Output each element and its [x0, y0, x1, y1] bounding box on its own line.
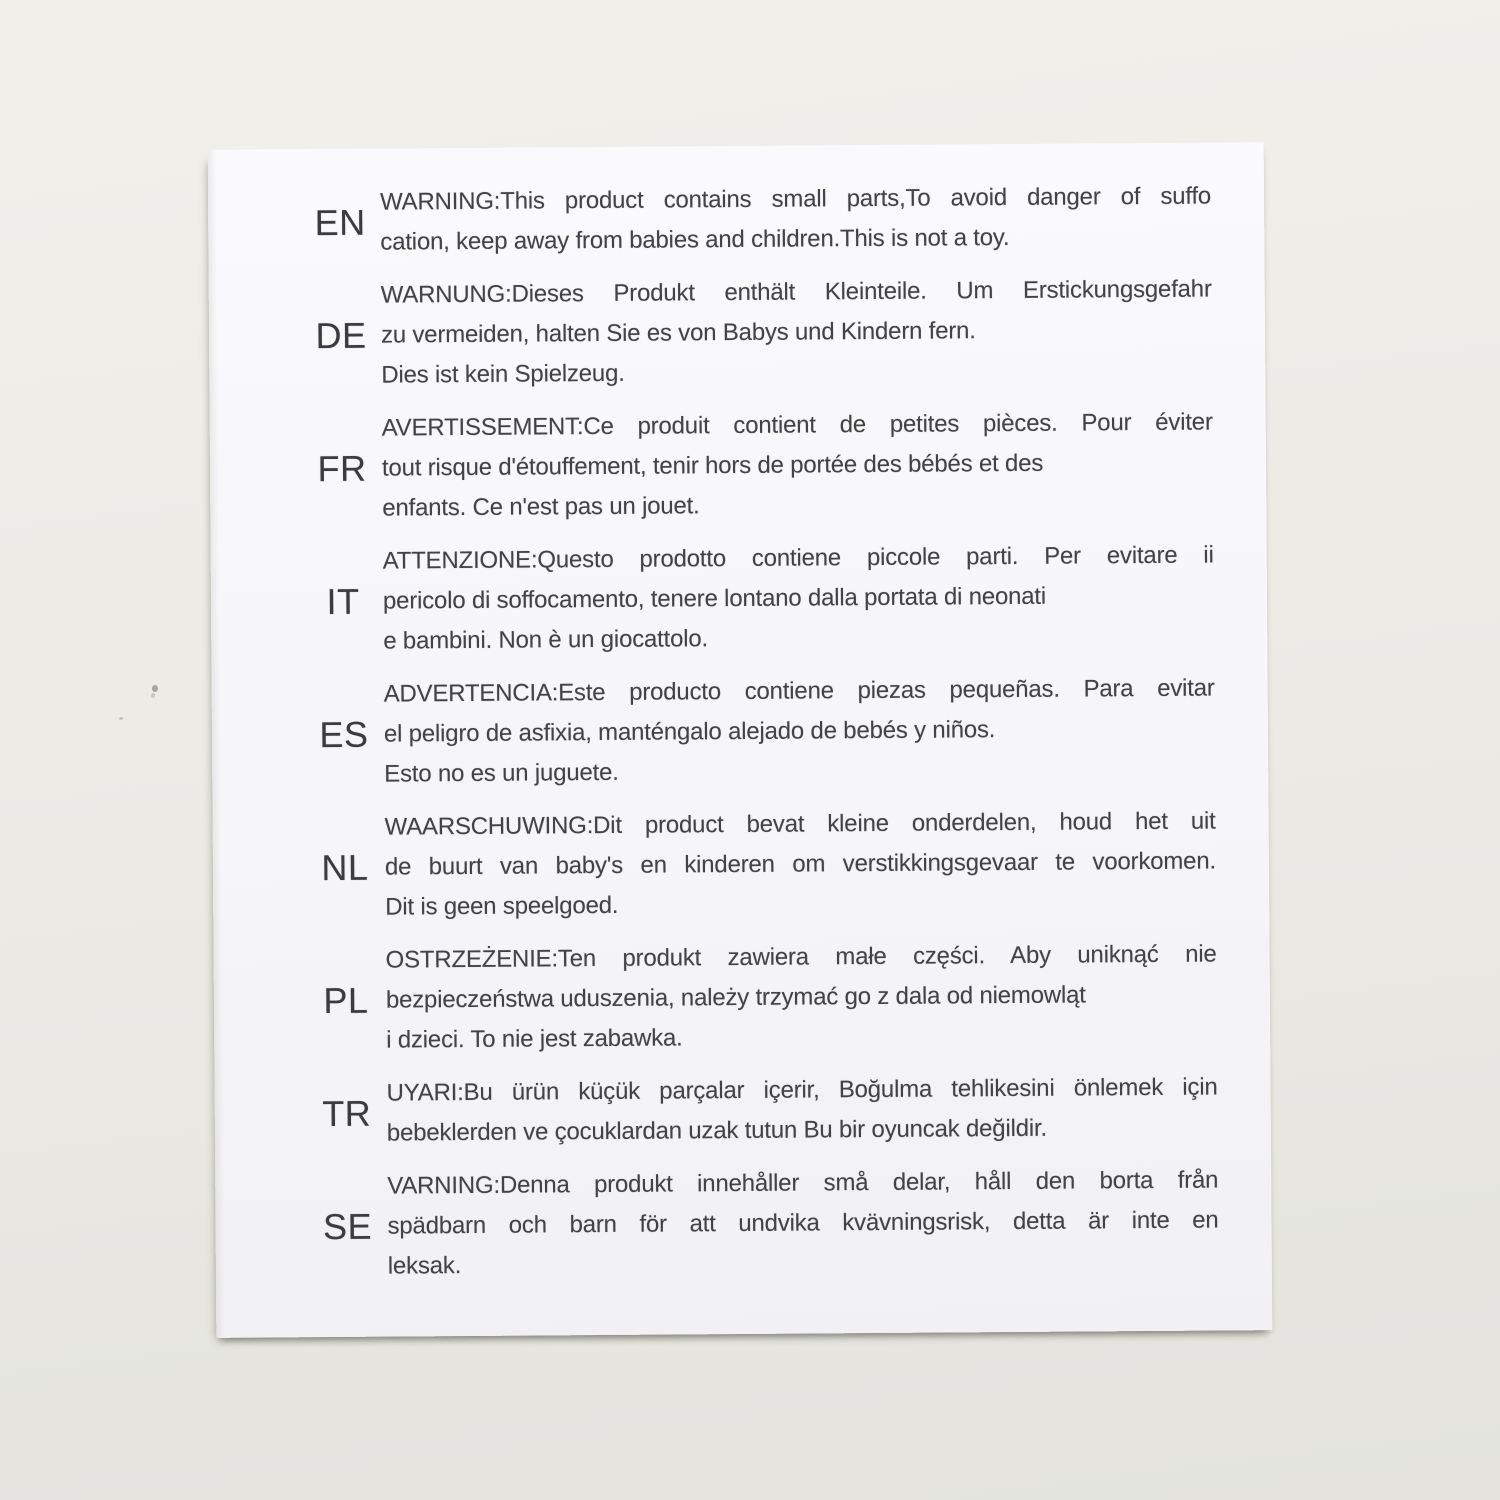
language-code-en: EN [314, 201, 366, 244]
warning-line: Dit is geen speelgoed. [385, 891, 619, 921]
warning-line: el peligro de asfixia, manténgalo alejado de bebés y niños. [383, 716, 996, 748]
warning-section-tr [306, 1068, 1218, 1155]
warning-section-se [307, 1161, 1219, 1288]
warning-line: AVERTISSEMENT:Ce produit contient de petites pièces. Pour éviter [381, 408, 1213, 442]
warning-text-it [383, 536, 1215, 662]
warning-section-de [301, 270, 1213, 397]
language-code-it: IT [326, 580, 360, 623]
warning-section-nl [304, 802, 1216, 929]
dust-speck [119, 717, 123, 720]
warning-line: Dies ist kein Spielzeug. [381, 359, 625, 389]
language-code-pl: PL [323, 979, 369, 1022]
warning-line: tout risque d'étouffement, tenir hors de portée des bébés et des [381, 449, 1044, 482]
warning-text-fr [382, 403, 1214, 529]
language-code-de: DE [315, 314, 367, 357]
warning-label-paper [208, 142, 1273, 1338]
warning-text-en [380, 177, 1212, 263]
warning-line: UYARI:Bu ürün küçük parçalar içerir, Boğulma tehlikesini önlemek için [386, 1073, 1218, 1107]
language-code-se: SE [322, 1205, 373, 1248]
warning-section-it [303, 536, 1215, 663]
warning-section-pl [305, 935, 1217, 1062]
warning-line: i dzieci. To nie jest zabawka. [386, 1024, 683, 1054]
warning-line: Esto no es un juguete. [384, 758, 619, 788]
warning-section-fr [302, 403, 1214, 530]
warning-line: spädbarn och barn för att undvika kvävningsrisk, detta är inte en [387, 1206, 1219, 1240]
warning-line: e bambini. Non è un giocattolo. [383, 625, 709, 655]
warning-line: WAARSCHUWING:Dit product bevat kleine onderdelen, houd het uit [384, 807, 1216, 841]
warning-section-es [304, 669, 1216, 796]
warning-text-de [381, 270, 1213, 396]
warning-line: bezpieczeństwa uduszenia, należy trzymać go z dala od niemowląt [385, 981, 1086, 1014]
warning-line: de buurt van baby's en kinderen om verstikkingsgevaar te voorkomen. [384, 847, 1216, 881]
warning-line: enfants. Ce n'est pas un jouet. [382, 492, 700, 522]
warning-text-pl [385, 935, 1217, 1061]
warning-line: bebeklerden ve çocuklardan uzak tutun Bu bir oyuncak değildir. [386, 1114, 1047, 1147]
warning-line: WARNUNG:Dieses Produkt enthält Kleinteile. Um Erstickungsgefahr [380, 275, 1212, 309]
warning-line: WARNING:This product contains small parts,To avoid danger of suffo [379, 182, 1212, 216]
warning-section-en [300, 177, 1212, 264]
warning-line: zu vermeiden, halten Sie es von Babys und Kindern fern. [380, 317, 976, 349]
dust-speck [152, 685, 158, 692]
warning-line: VARNING:Denna produkt innehåller små delar, håll den borta från [387, 1166, 1219, 1200]
warning-text-tr [386, 1068, 1218, 1154]
language-code-es: ES [319, 713, 369, 756]
warning-line: OSTRZEŻENIE:Ten produkt zawiera małe części. Aby uniknąć nie [385, 940, 1217, 974]
warning-line: leksak. [387, 1252, 462, 1280]
warning-text-es [384, 669, 1216, 795]
warning-line: pericolo di soffocamento, tenere lontano dalla portata di neonati [382, 582, 1047, 615]
language-code-nl: NL [321, 846, 369, 889]
warning-text-se [387, 1161, 1219, 1287]
label-content [208, 142, 1273, 1338]
warning-line: cation, keep away from babies and children.This is not a toy. [380, 224, 1010, 256]
language-code-fr: FR [317, 447, 367, 490]
warning-line: ATTENZIONE:Questo prodotto contiene piccole parti. Per evitare ii [382, 541, 1214, 575]
language-code-tr: TR [322, 1092, 372, 1135]
warning-text-nl [384, 802, 1216, 928]
warning-line: ADVERTENCIA:Este producto contiene piezas pequeñas. Para evitar [383, 674, 1215, 708]
